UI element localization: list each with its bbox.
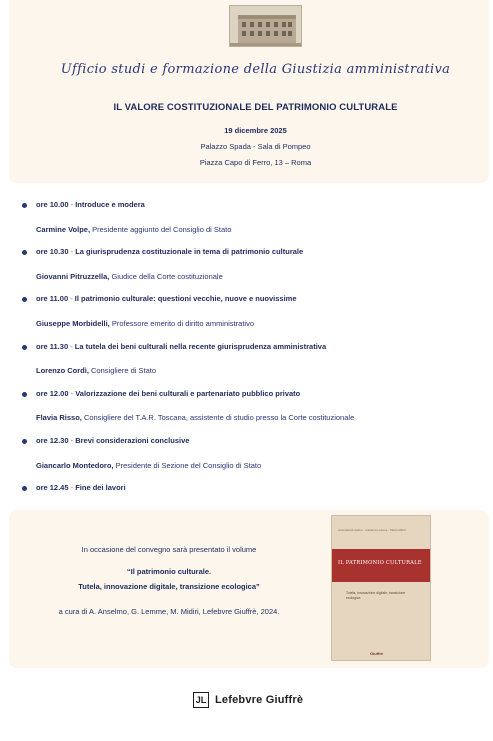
program-slot: ore 12.00 - Valorizzazione dei beni culturali e partenariato pubblico privato: [36, 389, 301, 398]
palazzo-spada-image: [229, 5, 302, 47]
header-card: [9, 0, 489, 183]
publisher-logo: [193, 690, 303, 710]
speaker-line: Lorenzo Cordì, Consigliere di Stato: [36, 366, 157, 375]
event-venue: Palazzo Spada - Sala di Pompeo: [200, 142, 311, 151]
bullet-icon: [22, 486, 27, 491]
event-date: 19 dicembre 2025: [224, 126, 287, 135]
book-title: “Il patrimonio culturale.: [126, 567, 212, 576]
cover-subtitle: Tutela, innovazione digitale, transizione ecologica: [346, 591, 406, 600]
program-slot: ore 12.45 - Fine dei lavori: [36, 483, 126, 492]
program-slot: ore 11.00 - Il patrimonio culturale: questioni vecchie, nuove e nuovissime: [36, 294, 297, 303]
publisher-name: Lefebvre Giuffrè: [215, 694, 304, 706]
event-title: IL VALORE COSTITUZIONALE DEL PATRIMONIO CULTURALE: [113, 102, 398, 113]
bullet-icon: [22, 345, 27, 350]
program-slot: ore 10.00 - Introduce e modera: [36, 200, 145, 209]
book-cover-image: [331, 515, 431, 661]
speaker-line: Giovanni Pitruzzella, Giudice della Corte costituzionale: [36, 272, 223, 281]
bullet-icon: [22, 439, 27, 444]
cover-band: [332, 549, 430, 582]
cover-authors: Antonella Anselmo · Giuliana Lemme · Mario Midiri: [338, 528, 406, 532]
office-name: Ufficio studi e formazione della Giustizia amministrativa: [60, 62, 451, 77]
book-credit: a cura di A. Anselmo, G. Lemme, M. Midiri, Lefebvre Giuffrè, 2024.: [58, 607, 280, 616]
speaker-line: Flavia Risso, Consigliere del T.A.R. Toscana, assistente di studio presso la Corte costituzionale: [36, 413, 355, 422]
cover-publisher-logo: Giuffrè: [370, 651, 384, 656]
bullet-icon: [22, 250, 27, 255]
bullet-icon: [22, 392, 27, 397]
book-presentation-card: [9, 510, 489, 668]
lg-logo-icon: JL: [193, 692, 209, 708]
bullet-icon: [22, 297, 27, 302]
event-address: Piazza Capo di Ferro, 13 – Roma: [199, 158, 312, 167]
speaker-line: Giancarlo Montedoro, Presidente di Sezione del Consiglio di Stato: [36, 461, 262, 470]
speaker-line: Carmine Volpe, Presidente aggiunto del Consiglio di Stato: [36, 225, 232, 234]
program-slot: ore 10.30 - La giurisprudenza costituzionale in tema di patrimonio culturale: [36, 247, 304, 256]
program-slot: ore 11.30 - La tutela dei beni culturali nella recente giurisprudenza amministrativa: [36, 342, 327, 351]
program-slot: ore 12.30 - Brevi considerazioni conclusive: [36, 436, 190, 445]
book-intro: In occasione del convegno sarà presentato il volume: [81, 545, 257, 554]
book-subtitle: Tutela, innovazione digitale, transizione ecologica”: [78, 582, 260, 591]
speaker-line: Giuseppe Morbidelli, Professore emerito di diritto amministrativo: [36, 319, 254, 328]
bullet-icon: [22, 203, 27, 208]
cover-title: IL PATRIMONIO CULTURALE: [338, 560, 422, 566]
